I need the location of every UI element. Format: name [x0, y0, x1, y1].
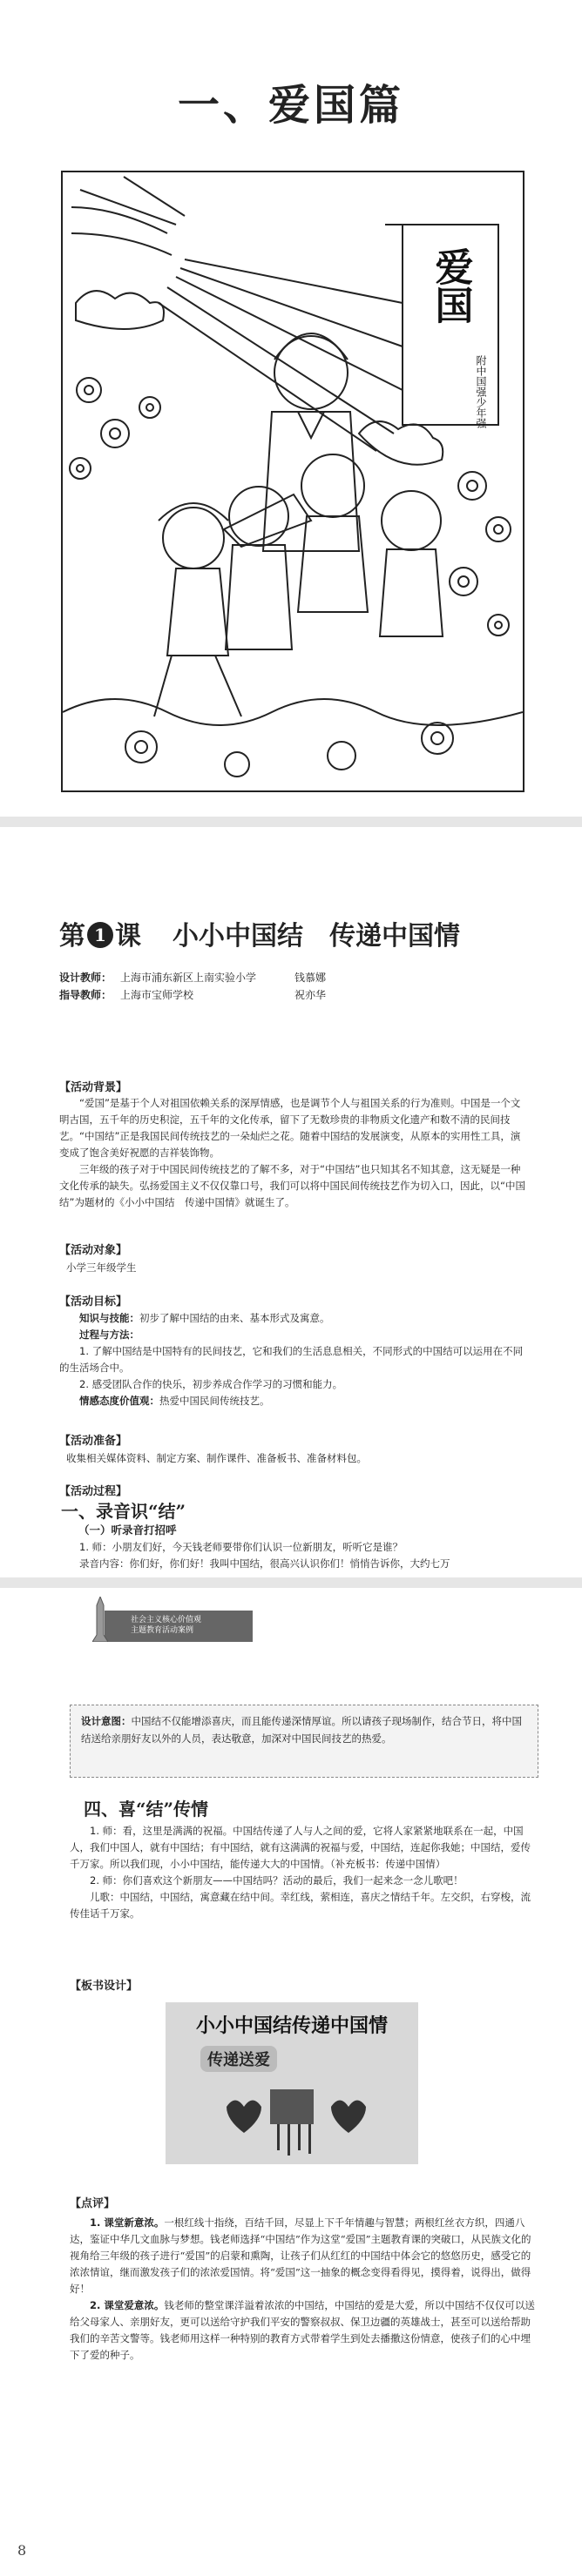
review-1-text: 一根红线十指绕，百结千回，尽显上下千年情趣与智慧；两根红丝衣方织，四通八达，鉴证中华几文血脉与梦想。钱老师选择“中国结”作为这堂“爱国”主题教育课的突破口，从民族文化的视角给三年级的孩子进行“爱国”的启蒙和熏陶，让孩子们从红红的中国结中体会它的悠悠历史，感受它的浓浓情谊，继而激发孩子们的浓浓爱国情。将“爱国”这一抽象的概念变得看得见，摸得着，说得出，做得好！: [70, 2216, 531, 2295]
designer-label: 设计教师：: [59, 972, 112, 984]
goal-heading: 【活动目标】: [59, 1295, 128, 1308]
designer-school: 上海市浦东新区上南实验小学: [120, 972, 257, 984]
lesson-number: 1: [87, 922, 113, 948]
step-1-sub: （一）听录音打招呼: [78, 1523, 177, 1537]
board-subtitle: 传递送爱: [200, 2046, 277, 2072]
goal-e-label: 情感态度价值观：: [79, 1395, 159, 1407]
design-note-label: 设计意图：: [81, 1715, 132, 1727]
step-4-body: [70, 1823, 531, 1922]
goal-k: 初步了解中国结的由来、基本形式及寓意。: [139, 1312, 330, 1324]
board-photo: [166, 2002, 418, 2164]
goal-p1: 1. 了解中国结是中国特有的民间技艺，它和我们的生活息息相关，不同形式的中国结可以运用在不同的生活场合中。: [59, 1345, 524, 1374]
designer-line: [59, 970, 327, 985]
goal-k-label: 知识与技能：: [79, 1312, 139, 1324]
sign-small-text: 附中国强少年强: [475, 355, 487, 428]
guide-name: 祝亦华: [294, 989, 327, 1001]
review-heading: 【点评】: [70, 2197, 116, 2210]
step-1-text-2: 录音内容：你们好，你们好！我叫中国结，很高兴认识你们！悄悄告诉你，大约七万: [79, 1557, 450, 1570]
design-note-text: 中国结不仅能增添喜庆，而且能传递深情厚谊。所以请孩子现场制作，结合节日，将中国结送给亲朋好友以外的人员，表达敬意，加深对中国民间技艺的热爱。: [81, 1715, 522, 1745]
bg-para-2: 三年级的孩子对于中国民间传统技艺的了解不多，对于“中国结”也只知其名不知其意，这无疑是一种文化传承的缺失。弘扬爱国主义不仅仅靠口号，我们可以将中国民间传统技艺作为切入口，因此，以“中国结”为题材的《小小中国结 传递中国情》就诞生了。: [59, 1163, 525, 1208]
review-2-text: 钱老师的整堂课洋溢着浓浓的中国结，中国结的爱是大爱，所以中国结不仅仅可以送给父母家人、亲朋好友，更可以送给守护我们平安的警察叔叔、保卫边疆的英雄战士，甚至可以送给帮助我们的辛苦文警等。钱老师用这样一种特别的教育方式带着学生到处去播撒这份情意，使孩子们的心中埋下了爱的种子。: [70, 2299, 535, 2361]
illustration-children-patriotism: [63, 172, 523, 790]
board-title: 小小中国结传递中国情: [195, 2014, 388, 2037]
board-heading: 【板书设计】: [70, 1980, 139, 1993]
guide-line: [59, 987, 327, 1002]
step-1-heading: 一、录音识“结”: [61, 1501, 186, 1522]
obj-text: 小学三年级学生: [66, 1261, 137, 1274]
illustration-frame: [61, 171, 524, 792]
step-1-text-1: 1. 师：小朋友们好，今天钱老师要带你们认识一位新朋友，听听它是谁？: [79, 1541, 403, 1553]
bg-heading: 【活动背景】: [59, 1081, 128, 1094]
bg-para-1: “爱国”是基于个人对祖国依赖关系的深厚情感，也是调节个人与祖国关系的行为准则。中国是一个文明古国，五千年的历史积淀，五千年的文化传承，留下了无数珍贵的非物质文化遗产和数不清的民间技艺。“中国结”正是我国民间传统技艺的一朵灿烂之花。随着中国结的发展演变，从原本的实用性工具，演变成了饱含美好祝愿的吉祥装饰物。: [59, 1097, 521, 1159]
design-note-box: [70, 1705, 538, 1778]
board-knots-drawing: [166, 2002, 418, 2164]
review-2-label: 2. 课堂爱意浓。: [90, 2299, 165, 2311]
lesson-name: 小小中国结 传递中国情: [173, 921, 460, 952]
goal-e: 热爱中国民间传统技艺。: [159, 1395, 270, 1407]
lesson-title: [59, 914, 460, 952]
obj-heading: 【活动对象】: [59, 1244, 128, 1257]
review-1-label: 1. 课堂新意浓。: [90, 2216, 165, 2229]
guide-label: 指导教师：: [59, 989, 112, 1001]
page-number: 8: [17, 2542, 27, 2559]
band-line-2: 主题教育活动案例: [131, 1626, 194, 1635]
guide-school: 上海市宝师学校: [120, 989, 194, 1001]
goal-body: [59, 1310, 530, 1409]
page-separator: [0, 817, 582, 827]
step-4-rhyme: 儿歌：中国结，中国结，寓意藏在结中间。幸红线，萦相连，喜庆之情结千年。左交织，右穿梭，流传佳话千万家。: [70, 1891, 531, 1920]
step-4-text-2: 2. 师：你们喜欢这个新朋友——中国结吗？活动的最后，我们一起来念一念儿歌吧！: [90, 1874, 464, 1887]
page-separator: [0, 1577, 582, 1588]
chapter-title: 一、爱国篇: [177, 81, 404, 130]
goal-p-label: 过程与方法：: [79, 1328, 139, 1341]
monument-icon: [92, 1597, 108, 1642]
proc-heading: 【活动过程】: [59, 1485, 128, 1498]
page-1: [0, 0, 582, 814]
goal-p2: 2. 感受团队合作的快乐，初步养成合作学习的习惯和能力。: [79, 1378, 343, 1390]
designer-name: 钱慕娜: [294, 972, 327, 984]
band-line-1: 社会主义核心价值观: [131, 1616, 202, 1624]
prep-heading: 【活动准备】: [59, 1435, 128, 1448]
bg-body: [59, 1095, 530, 1211]
sign-big-text: 爱国: [428, 247, 473, 324]
step-1-body: [59, 1539, 530, 1572]
series-band: [105, 1611, 253, 1642]
step-4-heading: 四、喜“结”传情: [84, 1799, 209, 1819]
step-4-text-1: 1. 师：看，这里是满满的祝福。中国结传递了人与人之间的爱，它将人家紧紧地联系在一起，中国人，我们中国人，就有中国结；有中国结，就有这满满的祝福与爱，中国结，连起你我她；中国结，爱传千万家。所以我们现，小小中国结，能传递大大的中国情。（补充板书：传递中国情）: [70, 1825, 531, 1870]
prep-text: 收集相关媒体资料、制定方案、制作课件、准备板书、准备材料包。: [66, 1452, 367, 1464]
review-body: [70, 2215, 537, 2364]
lesson-suffix: 课: [115, 921, 141, 952]
lesson-prefix: 第: [59, 921, 85, 952]
